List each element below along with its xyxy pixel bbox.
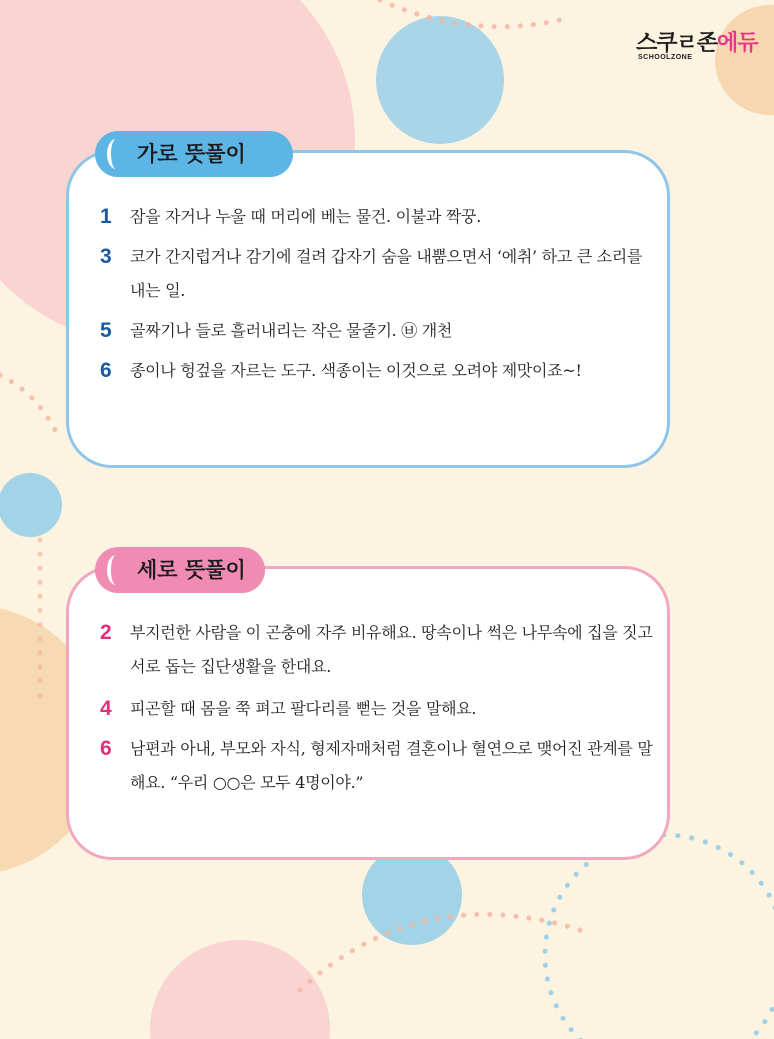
across-title: 가로 뜻풀이 [137, 142, 246, 166]
down-title: 세로 뜻풀이 [137, 558, 246, 582]
clue-text: 부지런한 사람을 이 곤충에 자주 비유해요. 땅속이나 썩은 나무속에 집을 짓고 서로 돕는 집단생활을 한대요. [130, 623, 653, 676]
across-clue-3 [100, 240, 660, 308]
logo-subtitle: SCHOOLZONE [638, 54, 693, 61]
clue-text: 잠을 자거나 누울 때 머리에 베는 물건. 이불과 짝꿍. [130, 207, 481, 226]
down-clue-6 [100, 732, 660, 800]
across-clues-card [66, 150, 670, 468]
clue-number: 1 [100, 205, 112, 228]
clue-text: 피곤할 때 몸을 쭉 펴고 팔다리를 뻗는 것을 말해요. [130, 699, 477, 718]
clue-number: 5 [100, 319, 112, 342]
tag-highlight-mark [107, 139, 125, 169]
clue-text: 골짜기나 들로 흘러내리는 작은 물줄기. ㉥ 개천 [130, 321, 453, 340]
across-clue-1 [100, 200, 660, 234]
clue-text: 코가 간지럽거나 감기에 걸려 갑자기 숨을 내뿜으면서 ‘에취’ 하고 큰 소리를 내는 일. [130, 247, 643, 300]
schoolzone-logo [636, 26, 758, 70]
logo-wordmark: 스쿠ㄹ존에듀 [636, 31, 758, 56]
clue-number: 4 [100, 697, 112, 720]
down-clue-4 [100, 692, 660, 726]
across-clue-6 [100, 354, 660, 388]
clue-text: 남편과 아내, 부모와 자식, 형제자매처럼 결혼이나 혈연으로 맺어진 관계를 말해요. “우리 ○○은 모두 4명이야.” [130, 739, 653, 792]
down-clue-2 [100, 616, 660, 684]
down-title-tag [95, 547, 265, 593]
clue-number: 2 [100, 621, 112, 644]
tag-highlight-mark [107, 555, 125, 585]
across-clue-5 [100, 314, 660, 348]
clue-number: 6 [100, 359, 112, 382]
clue-text: 종이나 헝겊을 자르는 도구. 색종이는 이것으로 오려야 제맛이죠~! [130, 361, 582, 380]
clue-number: 6 [100, 737, 112, 760]
across-title-tag [95, 131, 293, 177]
clue-number: 3 [100, 245, 112, 268]
